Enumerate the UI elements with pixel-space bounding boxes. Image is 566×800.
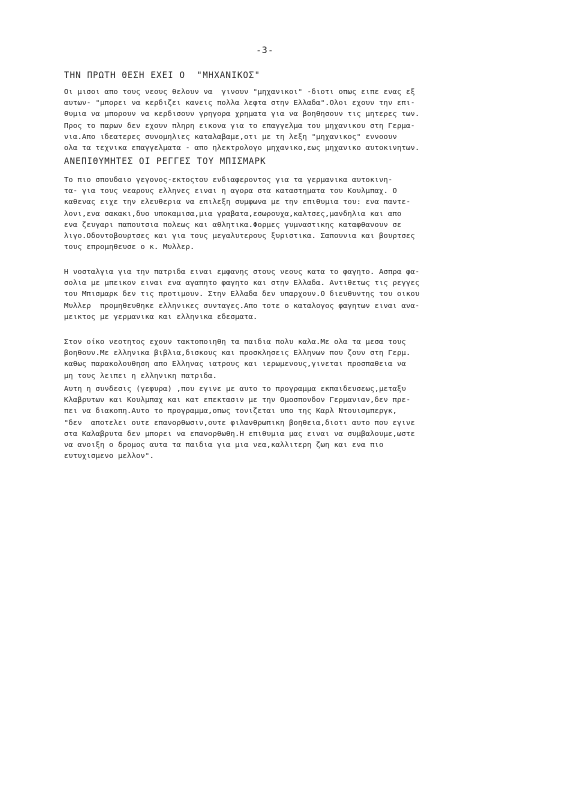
- text-line: καθενας ειχε την ελευθερια να επιλεξη συμφωνα με την επιθυμια του: ενα παντε-: [64, 197, 411, 207]
- section-heading-first-place: ΤΗΝ ΠΡΩΤΗ ΘΕΣΗ ΕΧΕΙ Ο "ΜΗΧΑΝΙΚΟΣ": [64, 71, 261, 81]
- text-line: "δεν αποτελει ουτε επανορθωσιν,ουτε φιλανθρωπικη βοηθεια,διοτι αυτο που εγινε: [64, 417, 415, 427]
- section-heading-bismarck-herrings: ΑΝΕΠΙΘΥΜΗΤΕΣ ΟΙ ΡΕΓΓΕΣ ΤΟΥ ΜΠΙΣΜΑΡΚ: [64, 157, 267, 167]
- text-line: βοηθουν.Με ελληνικα βιβλια,δισκους και προσκλησεις Ελληνων που ζουν στη Γερμ.: [64, 348, 411, 358]
- text-line: Στον οίκο νεοτητος εχουν τακτοποιηθη τα παιδια πολυ καλα.Με ολα τα μεσα τους: [64, 337, 406, 346]
- text-line: μη τους λειπει η ελληνικη πατριδα.: [64, 370, 217, 380]
- text-line: αυτων- "μπορει να κερδιζει κανεις πολλα λεφτα στην Ελλαδα".Ολοι εχουν την επι-: [64, 98, 415, 108]
- text-line: τους επρομηθευσε ο κ. Μυλλερ.: [64, 242, 195, 252]
- text-line: να ανοιξη ο δρομος αυτα τα παιδια για μια νεα,καλλιτερη ζωη και ενα πιο: [64, 439, 384, 449]
- text-line: Η νοσταλγια για την πατριδα ειναι εμφανης στους νεους κατα το φαγητο. Ασπρα φα-: [64, 267, 420, 276]
- text-line: λιγο.Οδοντοβουρτσες και για τους μεγαλυτερους ξυριστικα. Σαπουνια και βουρτσες: [64, 230, 415, 240]
- text-line: Το πιο σπουδαιο γεγονος-εκτοςτου ενδιαφεροντος για τα γερμανικα αυτοκινη-: [64, 175, 393, 184]
- paragraph-shopping: [64, 174, 415, 252]
- text-line: καθως παρακολουθηση απο Ελληνας ιατρους και ιερωμενους,γινεται προσπαθεια να: [64, 359, 406, 369]
- text-line: νια.Απο ιδεατερες συνομηλιες καταλαβαμε,οτι με τη λεξη "μηχανικος" εννοουν: [64, 131, 397, 141]
- text-line: πει να διακοπη.Αυτο το προγραμμα,οπως τονιζεται υπο της Καρλ Ντουισμπεργκ,: [64, 406, 397, 416]
- text-line: τα- για τους νεαρους ελληνες ειναι η αγορα στα καταστηματα του Κουλμπαχ. Ο: [64, 186, 397, 196]
- text-line: ευτυχισμενο μελλον".: [64, 451, 154, 461]
- text-line: Κλαβρυτων και Κουλμπαχ και κατ επεκτασιν με την Ομοσπονδον Γερμανιαν,δεν πρε-: [64, 395, 411, 405]
- text-line: σολια με μπεικον ειναι ενα αγαπητο φαγητο και στην Ελλαδα. Αντιθετως τις ρεγγες: [64, 278, 420, 288]
- paragraph-mechanics: [64, 86, 419, 153]
- paragraph-bridge: [64, 383, 415, 461]
- text-line: Οι μισοι απο τους νεους θελουν να γινουν "μηχανικοι" -διοτι οπως ειπε ενας εξ: [64, 87, 415, 96]
- text-line: λονι,ενα σακακι,δυο υποκαμισα,μια γραβατα,εσωρουχα,καλτσες,μανδηλια και απο: [64, 208, 402, 218]
- text-line: θυμια να μπορουν να κερδισουν γρηγορα χρηματα για να βοηθησουν τις μητερες των.: [64, 109, 420, 119]
- text-line: Προς το παρων δεν εχουν πληρη εικονα για το επαγγελμα του μηχανικου στη Γερμα-: [64, 120, 415, 130]
- text-line: στα Καλαβρυτα δεν μπορει να επανορθωθη.Η επιθυμια μας ειναι να συμβαλουμε,ωστε: [64, 428, 415, 438]
- text-line: μεικτος με γερμανικα και ελληνικα εδεσματα.: [64, 311, 258, 321]
- page-number: -3-: [256, 46, 274, 56]
- text-line: Μυλλερ προμηθευθηκε ελληνικες συνταγες.Απο τοτε ο καταλογος φαγητων ειναι ανα-: [64, 300, 420, 310]
- text-line: ενα ζευγαρι παπουτσια πολεως και αθλητικα.Φορμες γυμναστικης καταφθανουν σε: [64, 219, 402, 229]
- text-line: του Μπισμαρκ δεν τις προτιμουν. Στην Ελλαδα δεν υπαρχουν.Ο διευθυντης του οικου: [64, 289, 420, 299]
- text-line: ολα τα τεχνικα επαγγελματα - απο ηλεκτρολογο μηχανικο,εως μηχανικο αυτοκινητων.: [64, 142, 420, 152]
- paragraph-nostalgia: [64, 266, 419, 322]
- paragraph-youth-home: [64, 336, 410, 381]
- text-line: Αυτη η συνδεσις (γεφυρα) ,που εγινε με αυτο το προγραμμα εκπαιδευσεως,μεταξυ: [64, 384, 406, 393]
